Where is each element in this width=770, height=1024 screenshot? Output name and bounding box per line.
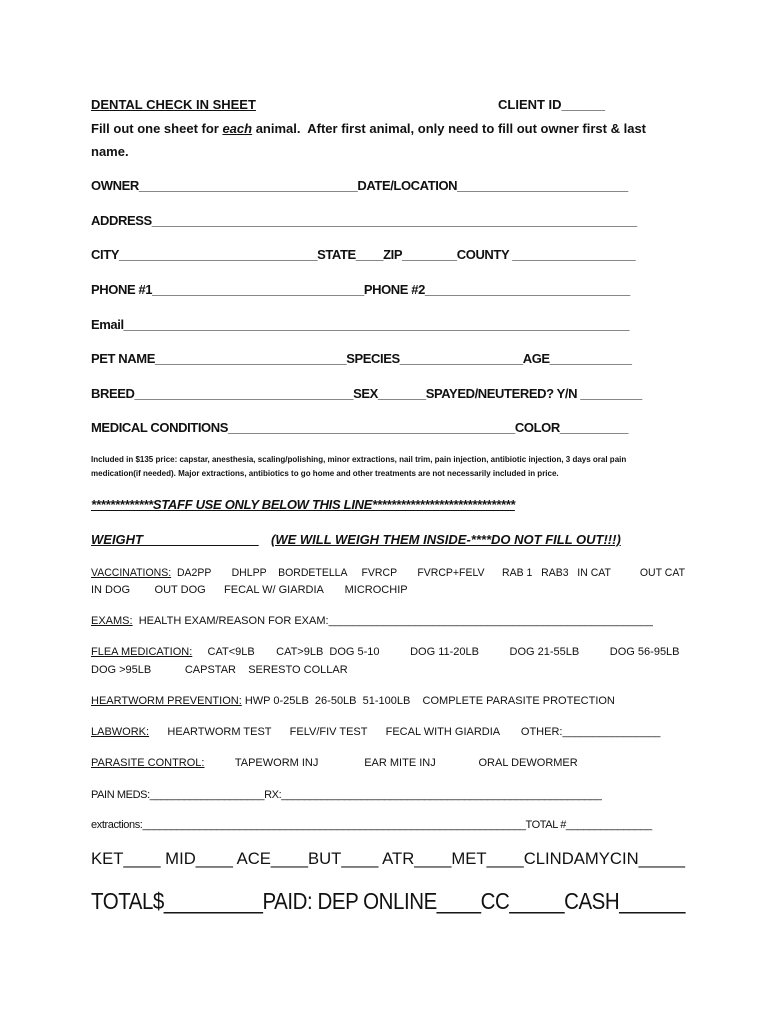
phone-field[interactable]: PHONE #1_______________________________PHONE #2______________________________ xyxy=(91,282,630,297)
parasite-control-line xyxy=(91,757,578,769)
instructions-line-2: name. xyxy=(91,144,129,159)
owner-date-field[interactable]: OWNER________________________________DATE/LOCATION_________________________ xyxy=(91,178,628,193)
flea-medication-label: FLEA MEDICATION: xyxy=(91,646,193,658)
instructions-line-1 xyxy=(91,121,646,136)
instructions-each: each xyxy=(222,121,253,136)
vaccinations-label: VACCINATIONS: xyxy=(91,567,172,579)
included-note-line-1: Included in $135 price: capstar, anesthesia, scaling/polishing, minor extractions, nail trim, pain injection, antibiotic injection, 3 days oral pain xyxy=(91,455,627,464)
breed-sex-spayed-field[interactable]: BREED________________________________SEX_______SPAYED/NEUTERED? Y/N _________ xyxy=(91,386,642,401)
medical-color-field[interactable]: MEDICAL CONDITIONS__________________________________________COLOR__________ xyxy=(91,420,629,435)
vaccinations-options: DA2PP DHLPP BORDETELLA FVRCP FVRCP+FELV RAB 1 RAB3 IN CAT OUT CAT xyxy=(171,567,686,579)
weight-field: WEIGHT________________ xyxy=(91,532,259,547)
city-state-zip-field[interactable]: CITY_____________________________STATE____ZIP________COUNTY __________________ xyxy=(91,247,636,262)
labwork-options[interactable]: HEARTWORM TEST FELV/FIV TEST FECAL WITH GIARDIA OTHER:________________ xyxy=(149,726,661,738)
parasite-control-options: TAPEWORM INJ EAR MITE INJ ORAL DEWORMER xyxy=(204,757,578,769)
included-note-line-2: medication(if needed). Major extractions, antibiotics to go home and other treatments are not necessarily included in price. xyxy=(91,469,559,478)
staff-use-divider: *************STAFF USE ONLY BELOW THIS LINE****************************** xyxy=(91,497,515,512)
instructions-pre: Fill out one sheet for xyxy=(91,121,223,136)
vaccinations-line-2: IN DOG OUT DOG FECAL W/ GIARDIA MICROCHIP xyxy=(91,584,408,596)
heartworm-options: HWP 0-25LB 26-50LB 51-100LB COMPLETE PARASITE PROTECTION xyxy=(241,695,615,707)
parasite-control-label: PARASITE CONTROL: xyxy=(91,757,205,769)
flea-medication-line-2: DOG >95LB CAPSTAR SERESTO COLLAR xyxy=(91,664,348,676)
email-field[interactable]: Email__________________________________________________________________________ xyxy=(91,317,630,332)
medications-line[interactable]: KET____ MID____ ACE____BUT____ ATR____MET____CLINDAMYCIN_____ xyxy=(91,849,686,868)
heartworm-line xyxy=(91,695,615,707)
flea-medication-line-1 xyxy=(91,646,680,658)
exams-label: EXAMS: xyxy=(91,615,133,627)
exams-line xyxy=(91,615,653,627)
client-id-field[interactable]: CLIENT ID______ xyxy=(498,97,605,112)
labwork-line xyxy=(91,726,660,738)
pain-meds-rx-field[interactable]: PAIN MEDS:____________________RX:________________________________________________________ xyxy=(91,789,602,801)
pet-name-species-age-field[interactable]: PET NAME____________________________SPECIES__________________AGE____________ xyxy=(91,351,632,366)
vaccinations-line-1 xyxy=(91,567,685,579)
extractions-total-field[interactable]: extractions:___________________________________________________________________TOTAL #_______________ xyxy=(91,819,652,831)
exams-field[interactable]: HEALTH EXAM/REASON FOR EXAM:_____________________________________________________ xyxy=(132,615,653,627)
total-paid-line[interactable]: TOTAL$_________PAID: DEP ONLINE____CC_____CASH______ xyxy=(91,888,685,914)
instructions-post: animal. After first animal, only need to fill out owner first & last xyxy=(252,121,647,136)
flea-medication-options: CAT<9LB CAT>9LB DOG 5-10 DOG 11-20LB DOG 21-55LB DOG 56-95LB xyxy=(192,646,680,658)
form-title: DENTAL CHECK IN SHEET xyxy=(91,97,256,112)
labwork-label: LABWORK: xyxy=(91,726,150,738)
weight-note: (WE WILL WEIGH THEM INSIDE-****DO NOT FILL OUT!!!) xyxy=(271,532,621,547)
address-field[interactable]: ADDRESS_______________________________________________________________________ xyxy=(91,213,637,228)
heartworm-label: HEARTWORM PREVENTION: xyxy=(91,695,242,707)
